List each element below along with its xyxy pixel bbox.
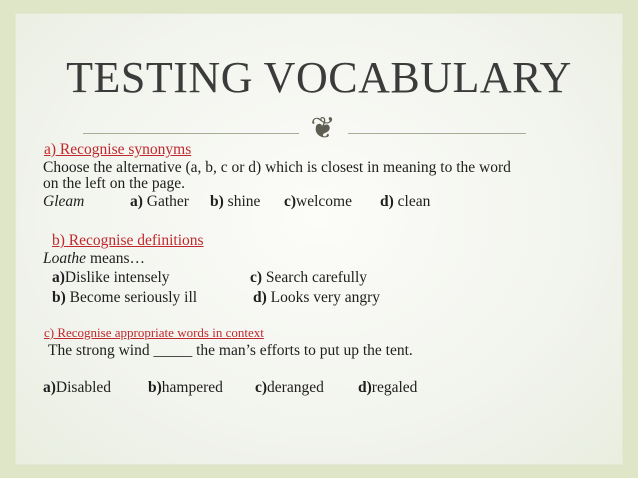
definitions-option-d [253, 289, 380, 307]
option-label: b) [52, 289, 66, 306]
option-label: a) [52, 269, 65, 286]
context-option-d [358, 379, 417, 397]
context-option-b [148, 379, 223, 397]
synonyms-instruction-line1: Choose the alternative (a, b, c or d) which is closest in meaning to the word [43, 159, 511, 176]
option-text: shine [223, 193, 261, 210]
option-text: Dislike intensely [64, 269, 170, 286]
option-text: regaled [371, 379, 418, 396]
option-label: c) [250, 269, 263, 286]
option-text: deranged [267, 379, 324, 396]
synonyms-option-c [284, 193, 352, 211]
option-text: Gather [142, 193, 189, 210]
definitions-means: means… [86, 250, 146, 267]
option-label: b) [210, 193, 224, 210]
option-label: d) [358, 379, 372, 396]
context-heading-link[interactable]: c) Recognise appropriate words in context [44, 325, 264, 340]
slide-title: TESTING VOCABULARY [66, 53, 572, 102]
option-text: welcome [296, 193, 352, 210]
context-option-a [43, 379, 111, 397]
synonyms-heading-link[interactable]: a) Recognise synonyms [44, 141, 192, 158]
option-label: d) [380, 193, 394, 210]
option-text: Become seriously ill [65, 289, 198, 306]
option-label: b) [148, 379, 162, 396]
definitions-option-a [52, 269, 170, 287]
context-sentence: The strong wind _____ the man’s efforts to put up the tent. [48, 342, 413, 359]
title-rule-right [348, 133, 526, 134]
option-label: c) [255, 379, 268, 396]
option-label: c) [284, 193, 297, 210]
context-option-c [255, 379, 324, 397]
option-text: Search carefully [262, 269, 368, 286]
synonyms-instruction-line2: on the left on the page. [43, 175, 186, 192]
title-rule-left [83, 133, 299, 134]
option-text: hampered [161, 379, 223, 396]
definitions-option-c [250, 269, 367, 287]
ornament-icon: ❦ [310, 112, 336, 145]
option-text: Disabled [55, 379, 112, 396]
option-label: a) [43, 379, 56, 396]
synonyms-option-b [210, 193, 260, 211]
option-label: a) [130, 193, 143, 210]
synonyms-option-d [380, 193, 430, 211]
option-text: Looks very angry [266, 289, 381, 306]
option-text: clean [393, 193, 431, 210]
definitions-prompt [43, 250, 145, 268]
synonyms-word: Gleam [43, 193, 85, 210]
definitions-word: Loathe [43, 250, 87, 267]
definitions-heading-link[interactable]: b) Recognise definitions [52, 232, 204, 249]
synonyms-option-a [130, 193, 189, 211]
option-label: d) [253, 289, 267, 306]
definitions-option-b [52, 289, 197, 307]
